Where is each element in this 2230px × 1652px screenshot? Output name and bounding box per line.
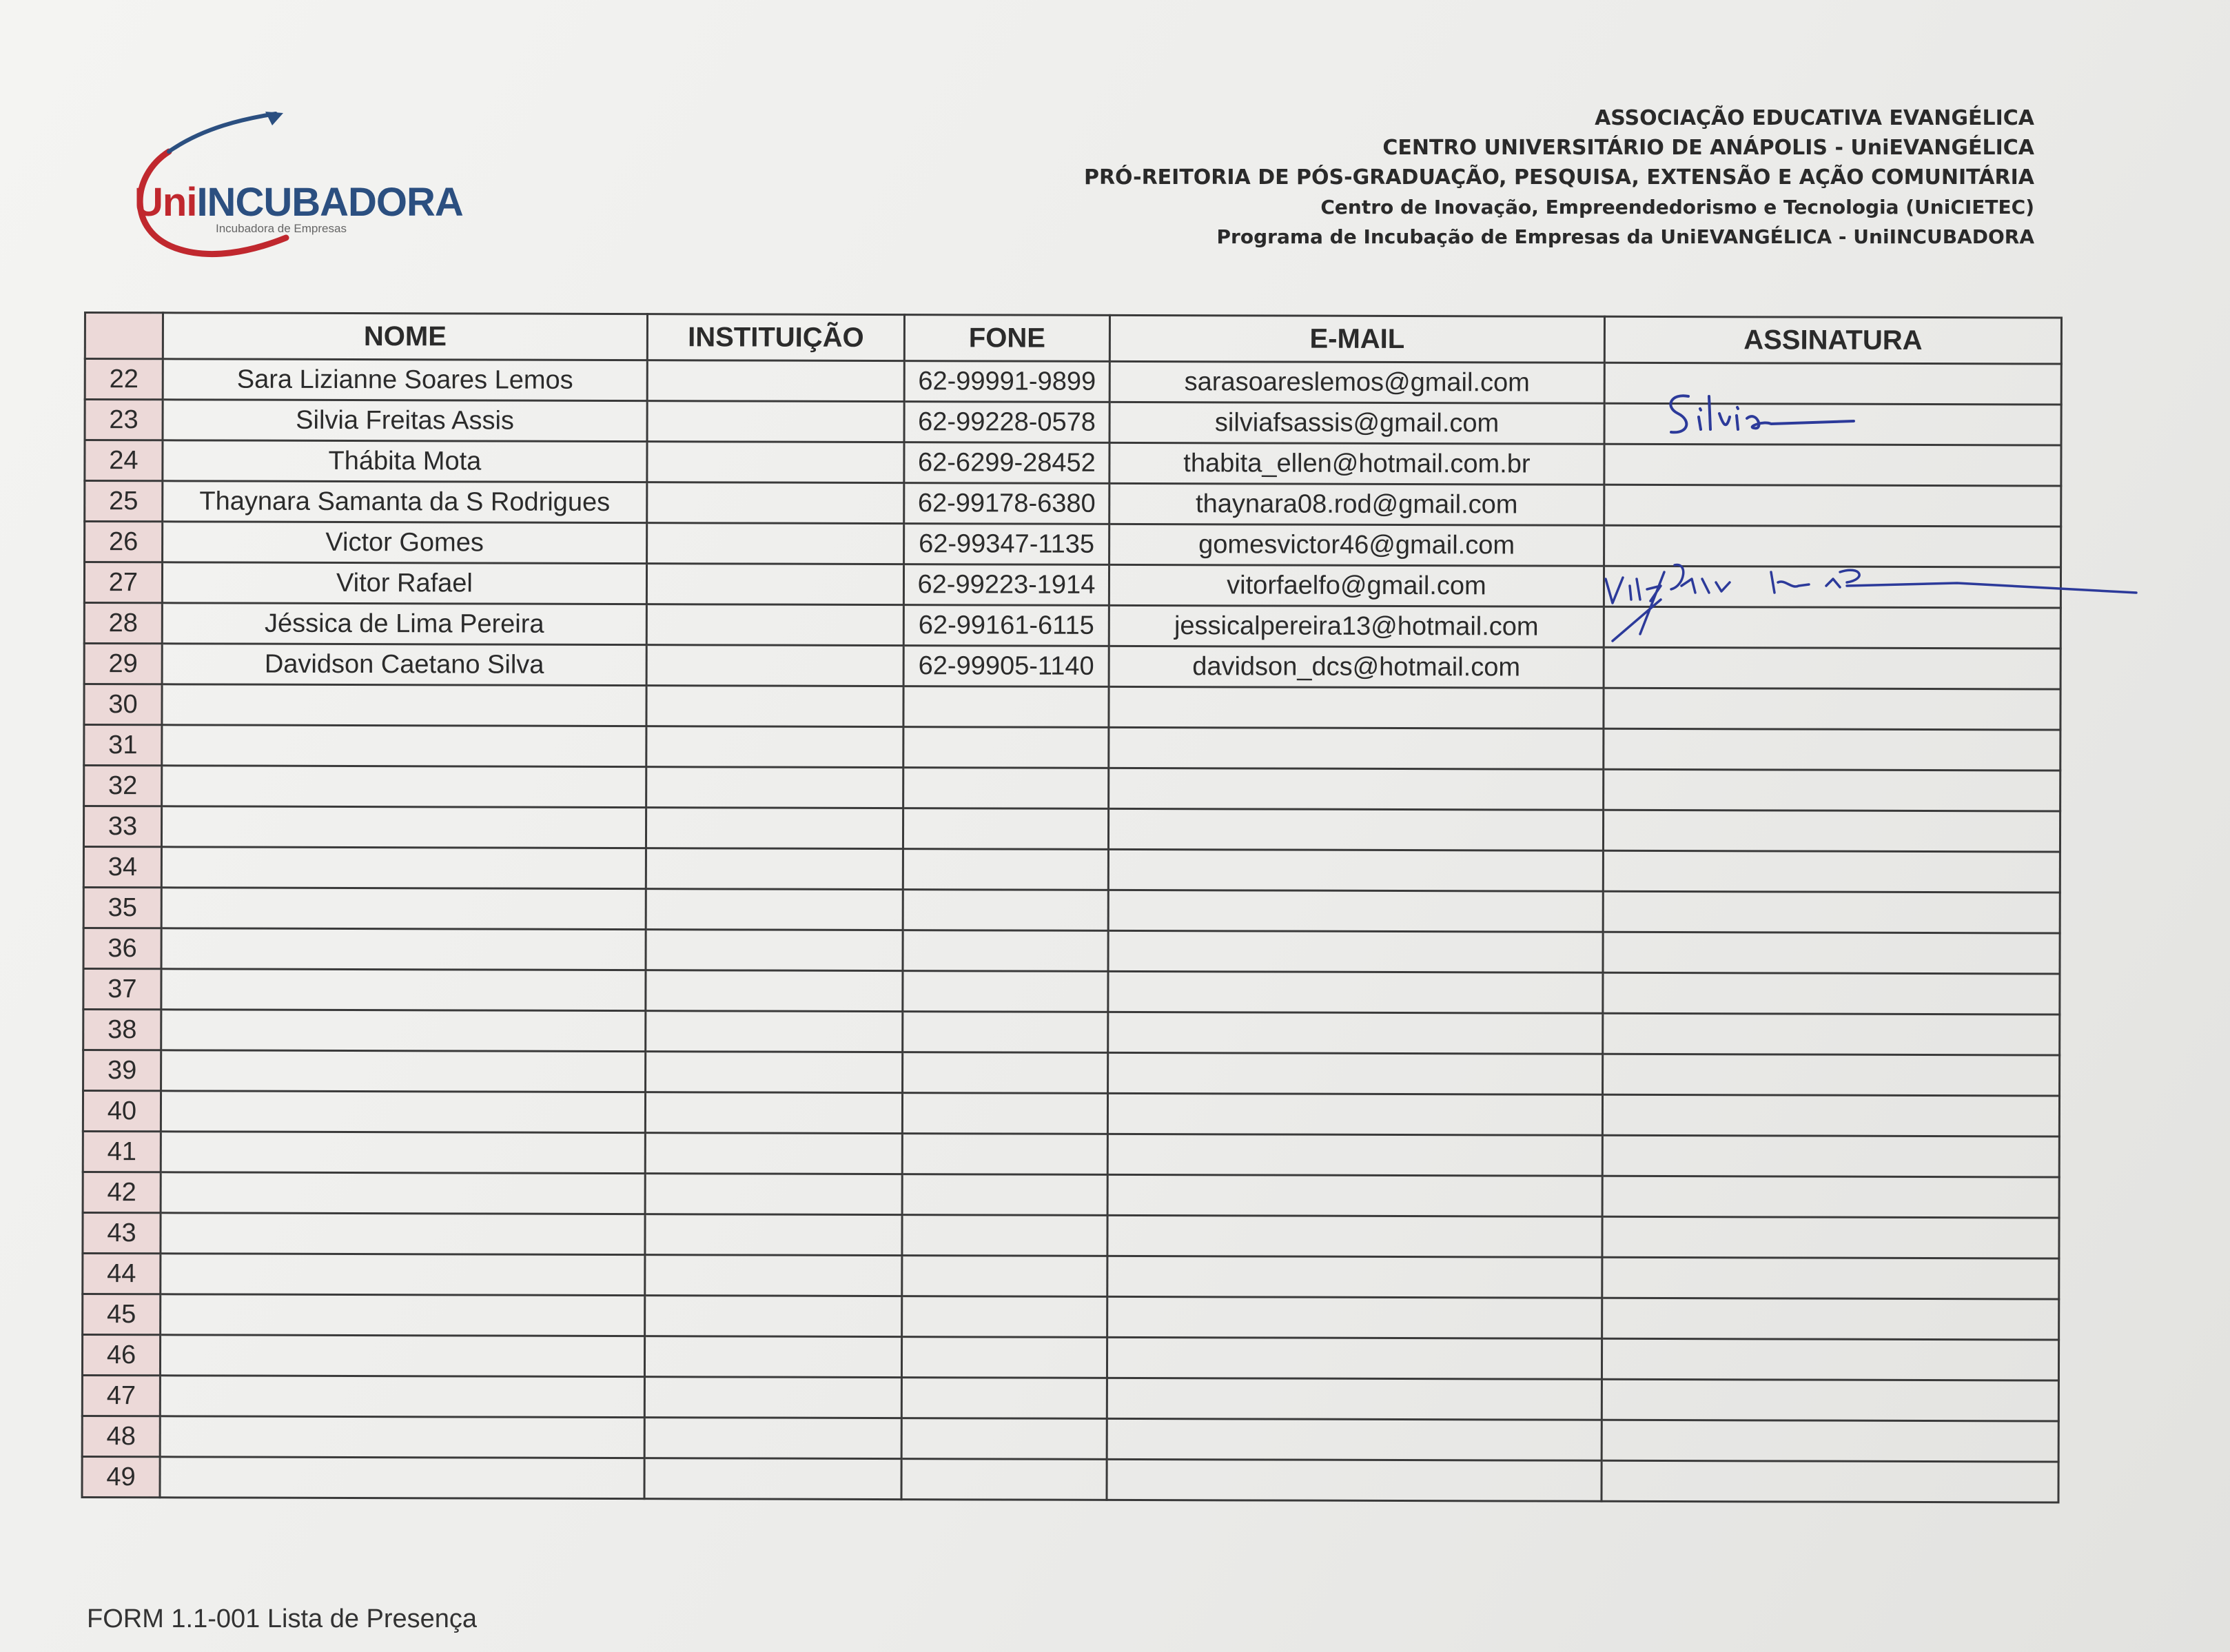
institution-cell <box>645 1214 902 1256</box>
table-row <box>83 1091 2059 1137</box>
phone-cell <box>901 1337 1107 1378</box>
table-body <box>82 359 2061 1503</box>
name-cell: Vitor Rafael <box>162 562 646 604</box>
table-row <box>82 1416 2058 1462</box>
row-number-cell: 28 <box>84 603 162 644</box>
table-row <box>83 1212 2059 1258</box>
phone-cell <box>903 849 1108 890</box>
email-cell <box>1107 1093 1602 1135</box>
institution-cell <box>644 1458 901 1500</box>
name-cell <box>161 1294 645 1336</box>
institution-cell <box>645 1296 902 1337</box>
email-cell: davidson_dcs@hotmail.com <box>1109 646 1604 688</box>
email-cell <box>1108 890 1603 932</box>
email-cell <box>1107 1418 1602 1460</box>
uniincubadora-logo <box>127 110 463 262</box>
email-cell <box>1107 1459 1602 1501</box>
phone-cell: 62-99347-1135 <box>904 524 1109 565</box>
table-row <box>83 806 2060 853</box>
institution-cell <box>646 848 903 890</box>
name-cell: Jéssica de Lima Pereira <box>162 603 646 645</box>
table-row <box>83 1253 2059 1299</box>
signature-cell <box>1602 1379 2058 1421</box>
row-number-cell: 44 <box>83 1253 161 1294</box>
signature-cell <box>1604 444 2061 486</box>
signature-cell <box>1602 1257 2059 1299</box>
name-cell <box>161 1254 645 1296</box>
email-cell <box>1109 768 1604 810</box>
signature-cell <box>1602 1216 2059 1258</box>
signature-silvia <box>1661 383 1868 445</box>
phone-cell <box>902 1256 1107 1297</box>
signature-cell <box>1604 688 2060 730</box>
header-line-3: PRÓ-REITORIA DE PÓS-GRADUAÇÃO, PESQUISA, EXTENSÃO E AÇÃO COMUNITÁRIA <box>1083 165 2034 190</box>
row-number-cell: 29 <box>84 644 162 684</box>
column-header-assinatura: ASSINATURA <box>1604 316 2061 364</box>
phone-cell <box>903 768 1109 809</box>
institution-cell <box>645 1255 902 1296</box>
table-row <box>83 1050 2060 1097</box>
table-row <box>84 725 2060 771</box>
email-cell: gomesvictor46@gmail.com <box>1109 524 1604 566</box>
row-number-cell: 26 <box>85 522 163 562</box>
name-cell: Sara Lizianne Soares Lemos <box>163 359 647 401</box>
name-cell <box>162 684 646 726</box>
signature-cell <box>1603 810 2060 852</box>
signature-cell <box>1603 972 2060 1014</box>
name-cell <box>161 806 646 848</box>
institution-cell <box>645 1174 902 1215</box>
signature-cell <box>1604 769 2060 811</box>
phone-cell <box>903 808 1108 850</box>
table-row <box>85 481 2061 527</box>
name-cell <box>161 1213 645 1255</box>
email-cell <box>1107 1134 1602 1176</box>
row-number-cell: 23 <box>85 400 163 440</box>
institution-cell <box>647 401 904 442</box>
row-number-cell: 33 <box>83 806 161 847</box>
column-header-fone: FONE <box>904 315 1109 362</box>
table-row <box>83 1131 2059 1177</box>
phone-cell <box>903 686 1109 728</box>
name-cell: Silvia Freitas Assis <box>163 400 647 442</box>
row-number-cell: 48 <box>82 1416 160 1456</box>
name-cell <box>161 1050 646 1092</box>
phone-cell <box>902 1296 1107 1338</box>
signature-cell <box>1602 1420 2058 1462</box>
row-number-cell: 49 <box>82 1456 160 1497</box>
attendance-table <box>81 312 2062 1504</box>
institution-cell <box>647 482 904 524</box>
institution-header <box>863 103 2034 252</box>
email-cell: vitorfaelfo@gmail.com <box>1109 564 1604 606</box>
name-cell <box>161 1091 645 1133</box>
signature-cell <box>1603 1054 2060 1096</box>
signature-cell <box>1602 1176 2059 1218</box>
signature-cell <box>1602 1460 2058 1502</box>
institution-cell <box>646 1011 903 1052</box>
signature-cell <box>1604 728 2060 771</box>
institution-cell <box>646 604 903 646</box>
row-number-cell: 41 <box>83 1131 161 1172</box>
email-cell <box>1107 1337 1602 1379</box>
phone-cell: 62-99991-9899 <box>904 361 1109 402</box>
institution-cell <box>646 767 903 808</box>
email-cell <box>1108 971 1603 1013</box>
table-row <box>83 1294 2059 1340</box>
column-header-instituicao: INSTITUIÇÃO <box>647 314 904 361</box>
institution-cell <box>646 930 903 971</box>
phone-cell: 62-99223-1914 <box>903 564 1109 606</box>
name-cell <box>161 1172 645 1214</box>
table-row <box>85 440 2061 487</box>
phone-cell: 62-99228-0578 <box>904 402 1109 443</box>
phone-cell <box>901 1378 1107 1419</box>
column-header-number <box>85 313 163 359</box>
phone-cell <box>902 1093 1107 1134</box>
email-cell: jessicalpereira13@hotmail.com <box>1109 605 1604 647</box>
column-header-nome: NOME <box>163 313 647 360</box>
header-line-5: Programa de Incubação de Empresas da UniEVANGÉLICA - UniINCUBADORA <box>1216 225 2034 248</box>
signature-cell <box>1603 932 2060 974</box>
name-cell <box>161 969 646 1011</box>
institution-cell <box>646 564 903 605</box>
email-cell <box>1108 930 1603 972</box>
table-row <box>82 1456 2058 1502</box>
institution-cell <box>644 1418 901 1459</box>
signature-cell <box>1603 891 2060 933</box>
name-cell <box>162 725 646 767</box>
email-cell <box>1108 849 1603 891</box>
email-cell: silviafsassis@gmail.com <box>1109 402 1604 444</box>
institution-cell <box>646 970 903 1012</box>
row-number-cell: 36 <box>83 928 161 969</box>
institution-cell <box>645 1092 902 1134</box>
phone-cell <box>902 1215 1107 1256</box>
name-cell <box>160 1335 644 1377</box>
name-cell <box>160 1416 644 1458</box>
email-cell: thabita_ellen@hotmail.com.br <box>1109 442 1604 485</box>
name-cell <box>160 1457 644 1499</box>
row-number-cell: 27 <box>84 562 162 603</box>
row-number-cell: 30 <box>84 684 162 725</box>
row-number-cell: 31 <box>84 725 162 766</box>
institution-cell <box>647 523 904 564</box>
table-row <box>83 969 2060 1015</box>
column-header-email: E-MAIL <box>1109 315 1604 363</box>
table-row <box>83 847 2060 893</box>
name-cell <box>161 888 646 930</box>
signature-cell <box>1602 1135 2059 1177</box>
phone-cell: 62-99178-6380 <box>904 483 1109 524</box>
signature-cell <box>1602 1094 2059 1136</box>
email-cell <box>1108 1052 1603 1094</box>
email-cell: sarasoareslemos@gmail.com <box>1109 361 1604 403</box>
phone-cell: 62-6299-28452 <box>904 442 1109 484</box>
row-number-cell: 24 <box>85 440 163 481</box>
name-cell <box>161 847 646 889</box>
institution-cell <box>647 442 904 483</box>
form-footer: FORM 1.1-001 Lista de Presença <box>87 1604 478 1633</box>
signature-cell <box>1602 1298 2059 1340</box>
email-cell <box>1108 1012 1603 1054</box>
row-number-cell: 22 <box>85 359 163 400</box>
table-row <box>84 766 2060 812</box>
row-number-cell: 42 <box>83 1172 161 1212</box>
email-cell <box>1107 1296 1602 1338</box>
phone-cell <box>903 727 1109 768</box>
row-number-cell: 45 <box>83 1294 161 1334</box>
email-cell: thaynara08.rod@gmail.com <box>1109 483 1604 525</box>
email-cell <box>1107 1256 1602 1298</box>
phone-cell <box>903 930 1108 972</box>
phone-cell <box>901 1459 1107 1500</box>
row-number-cell: 39 <box>83 1050 161 1091</box>
logo-wordmark: UniINCUBADORA <box>134 180 463 225</box>
institution-cell <box>646 1052 903 1093</box>
phone-cell <box>903 1052 1108 1094</box>
row-number-cell: 34 <box>83 847 161 888</box>
signature-cell <box>1604 485 2061 527</box>
name-cell: Thaynara Samanta da S Rodrigues <box>163 481 647 523</box>
email-cell <box>1109 686 1604 728</box>
signature-cell <box>1603 1013 2060 1055</box>
row-number-cell: 46 <box>82 1334 160 1375</box>
name-cell <box>161 928 646 970</box>
table-row <box>83 1172 2059 1218</box>
institution-cell <box>647 360 904 402</box>
name-cell: Victor Gomes <box>163 522 647 564</box>
signature-vitor-rafael <box>1599 558 2150 655</box>
email-cell <box>1109 727 1604 769</box>
row-number-cell: 35 <box>83 888 161 928</box>
row-number-cell: 43 <box>83 1212 161 1253</box>
name-cell: Davidson Caetano Silva <box>162 644 646 686</box>
header-line-1: ASSOCIAÇÃO EDUCATIVA EVANGÉLICA <box>1595 106 2034 130</box>
table-row <box>83 1010 2060 1056</box>
row-number-cell: 32 <box>84 766 162 806</box>
phone-cell: 62-99161-6115 <box>903 605 1109 646</box>
name-cell <box>161 1010 646 1052</box>
email-cell <box>1107 1378 1602 1420</box>
attendance-table-wrapper <box>81 312 2047 1503</box>
name-cell <box>162 766 646 808</box>
table-row <box>82 1375 2058 1421</box>
row-number-cell: 25 <box>85 481 163 522</box>
phone-cell <box>903 971 1108 1012</box>
table-row <box>83 888 2060 934</box>
phone-cell <box>903 890 1108 931</box>
table-header-row <box>85 313 2061 365</box>
header-line-2: CENTRO UNIVERSITÁRIO DE ANÁPOLIS - UniEVANGÉLICA <box>1382 136 2034 160</box>
signature-cell <box>1603 850 2060 893</box>
institution-cell <box>644 1377 901 1418</box>
name-cell <box>160 1376 644 1418</box>
row-number-cell: 37 <box>83 969 161 1010</box>
table-row <box>82 1334 2058 1380</box>
institution-cell <box>646 808 903 849</box>
institution-cell <box>646 645 903 686</box>
table-row <box>83 928 2060 975</box>
institution-cell <box>646 889 903 930</box>
phone-cell <box>902 1134 1107 1175</box>
institution-cell <box>644 1336 901 1378</box>
phone-cell <box>903 1012 1108 1053</box>
email-cell <box>1108 808 1603 850</box>
phone-cell: 62-99905-1140 <box>903 646 1109 687</box>
email-cell <box>1107 1174 1602 1216</box>
institution-cell <box>646 686 903 727</box>
row-number-cell: 47 <box>82 1375 160 1416</box>
signature-cell <box>1602 1338 2058 1380</box>
row-number-cell: 38 <box>83 1010 161 1050</box>
email-cell <box>1107 1215 1602 1257</box>
table-row <box>84 684 2060 731</box>
institution-cell <box>646 726 903 768</box>
logo-tagline: Incubadora de Empresas <box>216 222 347 235</box>
name-cell: Thábita Mota <box>163 440 647 482</box>
row-number-cell: 40 <box>83 1091 161 1132</box>
phone-cell <box>901 1418 1107 1460</box>
header-line-4: Centro de Inovação, Empreendedorismo e Tecnologia (UniCIETEC) <box>1320 196 2034 218</box>
institution-cell <box>645 1133 902 1174</box>
phone-cell <box>902 1174 1107 1216</box>
name-cell <box>161 1132 645 1174</box>
